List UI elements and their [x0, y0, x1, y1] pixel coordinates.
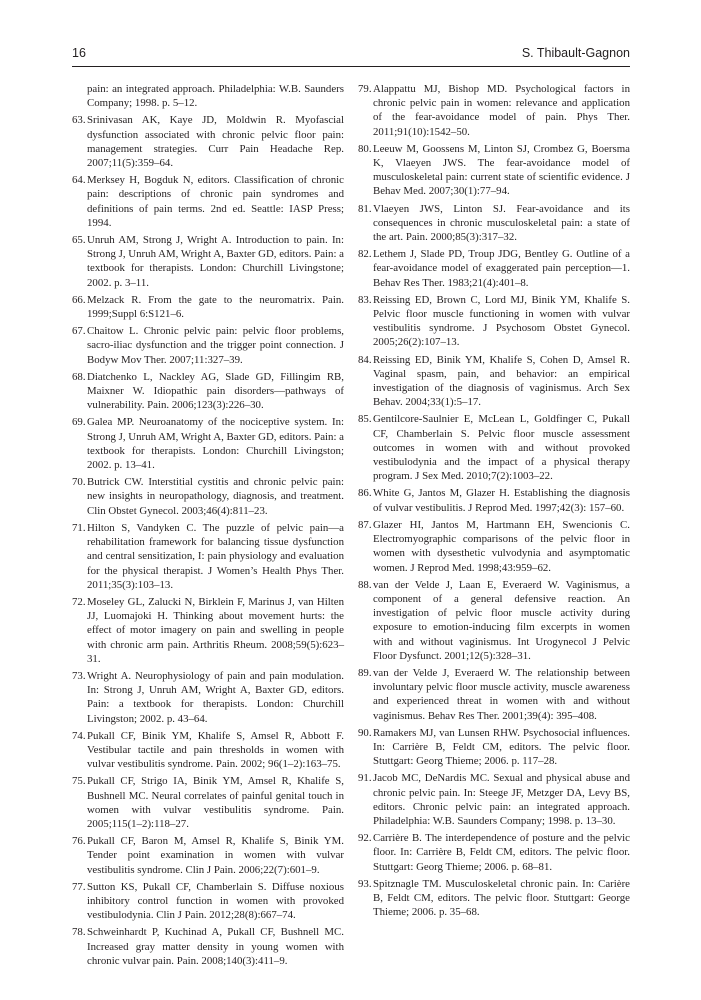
reference-item: [358, 831, 630, 874]
reference-item: [72, 834, 344, 877]
reference-item: [358, 666, 630, 723]
reference-item: [72, 173, 344, 230]
reference-item: [358, 293, 630, 350]
reference-text: Moseley GL, Zalucki N, Birklein F, Marinus J, van Hilten JJ, Luomajoki H. Thinking about movement hurts: the effect of motor imagery on pain and swelling in people with chronic arm pain. Arthritis Rheum. 2008;59(5):623–31.: [87, 595, 344, 665]
reference-item: [72, 669, 344, 726]
reference-number: 64.: [72, 174, 86, 187]
reference-number: 68.: [72, 370, 86, 383]
reference-number: 71.: [72, 521, 86, 534]
reference-text: Vlaeyen JWS, Linton SJ. Fear-avoidance and its consequences in chronic musculoskeletal pain: a state of the art. Pain. 2000;85(3):317–32.: [373, 202, 630, 244]
right-reference-list: [358, 82, 630, 919]
reference-item: [358, 412, 630, 483]
reference-text: Hilton S, Vandyken C. The puzzle of pelvic pain—a rehabilitation framework for balancing tissue dysfunction and central sensitization, I: pain physiology and evaluation for the physical therapist. J Women’s Health Phys Ther. 2011;35(3):103–13.: [87, 521, 344, 591]
reference-number: 74.: [72, 729, 86, 742]
page-number: 16: [72, 46, 86, 60]
reference-number: 69.: [72, 416, 86, 429]
reference-text: van der Velde J, Laan E, Everaerd W. Vaginismus, a component of a general defensive reaction. An investigation of pelvic floor muscle activity during exposure to emotion-inducing film excerpts in women with and without vaginismus. Int Urogynecol J Pelvic Floor Dysfunct. 2001;12(5):328–31.: [373, 578, 630, 662]
reference-text: Glazer HI, Jantos M, Hartmann EH, Swencionis C. Electromyographic comparisons of the pelvic floor in women with dysesthetic vulvodynia and asymptomatic women. J Reprod Med. 1998;43:959–62.: [373, 518, 630, 574]
reference-number: 83.: [358, 293, 372, 306]
reference-item: [358, 247, 630, 290]
reference-text: Srinivasan AK, Kaye JD, Moldwin R. Myofascial dysfunction associated with chronic pelvic floor pain: management strategies. Curr Pain Headache Rep. 2007;11(5):359–64.: [87, 114, 344, 170]
reference-text: Diatchenko L, Nackley AG, Slade GD, Fillingim RB, Maixner W. Idiopathic pain disorders—pathways of vulnerability. Pain. 2006;123(3):226–30.: [87, 370, 344, 412]
reference-item: [72, 925, 344, 968]
reference-item: [72, 774, 344, 831]
reference-number: 93.: [358, 877, 372, 890]
reference-number: 67.: [72, 325, 86, 338]
reference-number: 75.: [72, 775, 86, 788]
reference-number: 70.: [72, 476, 86, 489]
reference-item: [358, 202, 630, 245]
reference-item: [72, 233, 344, 290]
reference-text: van der Velde J, Everaerd W. The relationship between involuntary pelvic floor muscle activity, muscle awareness and experienced threat in women with and without vaginismus. Behav Res Ther. 2001;39(4): 395–408.: [373, 666, 630, 722]
reference-number: 92.: [358, 832, 372, 845]
reference-number: 76.: [72, 835, 86, 848]
left-column: [72, 82, 344, 971]
reference-number: 72.: [72, 595, 86, 608]
reference-number: 88.: [358, 578, 372, 591]
reference-number: 90.: [358, 726, 372, 739]
reference-number: 65.: [72, 234, 86, 247]
left-reference-list: [72, 113, 344, 968]
reference-item: [72, 729, 344, 772]
reference-number: 82.: [358, 248, 372, 261]
reference-number: 91.: [358, 772, 372, 785]
reference-item: [72, 521, 344, 592]
reference-text: Butrick CW. Interstitial cystitis and chronic pelvic pain: new insights in neuropathology, diagnosis, and treatment. Clin Obstet Gynecol. 2003;46(4):811–23.: [87, 476, 344, 517]
reference-number: 81.: [358, 202, 372, 215]
reference-item: [72, 415, 344, 472]
reference-item: [72, 370, 344, 413]
reference-text: Lethem J, Slade PD, Troup JDG, Bentley G. Outline of a fear-avoidance model of exaggerated pain perception—1. Behav Res Ther. 1983;21(4):401–8.: [373, 248, 630, 289]
page-header: [72, 46, 630, 66]
reference-text: Pukall CF, Strigo IA, Binik YM, Amsel R, Khalife S, Bushnell MC. Neural correlates of painful genital touch in women with vulvar vestibulitis syndrome. Pain. 2005;115(1–2):118–27.: [87, 775, 344, 830]
reference-text: Chaitow L. Chronic pelvic pain: pelvic floor problems, sacro-iliac dysfunction and the trigger point connection. J Bodyw Mov Ther. 2007;11:327–39.: [87, 325, 344, 366]
right-column: [358, 82, 630, 922]
reference-text: Melzack R. From the gate to the neuromatrix. Pain. 1999;Suppl 6:S121–6.: [87, 293, 344, 321]
reference-continuation: pain: an integrated approach. Philadelphia: W.B. Saunders Company; 1998. p. 5–12.: [87, 83, 344, 110]
reference-text: Reissing ED, Brown C, Lord MJ, Binik YM, Khalife S. Pelvic floor muscle functioning in women with vulvar vestibulitis syndrome. J Psychosom Obstet Gynecol. 2005;26(2):107–13.: [373, 293, 630, 349]
reference-text: Jacob MC, DeNardis MC. Sexual and physical abuse and chronic pelvic pain. In: Steege JF, Metzger DA, Levy BS, editors. Chronic pelvic pain: an integrated approach. Philadelphia: W.B. Saunders Company; 1998. p. 13–30.: [373, 772, 630, 827]
reference-text: Spitznagle TM. Musculoskeletal chronic pain. In: Carière B, Feldt CM, editors. The pelvic floor. Stuttgart: George Thieme; 2006. p. 35–68.: [373, 877, 630, 919]
reference-number: 87.: [358, 518, 372, 531]
reference-number: 86.: [358, 487, 372, 500]
reference-text: Reissing ED, Binik YM, Khalife S, Cohen D, Amsel R. Vaginal spasm, pain, and behavior: an empirical investigation of the diagnosis of vaginismus. Arch Sex Behav. 2004;33(1):5–17.: [373, 353, 630, 409]
header-rule: [72, 66, 630, 67]
reference-item: [358, 82, 630, 139]
reference-text: Leeuw M, Goossens M, Linton SJ, Crombez G, Boersma K, Vlaeyen JWS. The fear-avoidance model of musculoskeletal pain: current state of scientific evidence. J Behav Med. 2007;30(1):77–94.: [373, 142, 630, 198]
reference-text: Galea MP. Neuroanatomy of the nociceptive system. In: Strong J, Unruh AM, Wright A, Baxter GD, editors. Pain: a textbook for therapists. London: Churchill Livingston; 2002. p. 13–41.: [87, 416, 344, 472]
reference-number: 66.: [72, 293, 86, 306]
reference-text: Ramakers MJ, van Lunsen RHW. Psychosocial influences. In: Carrière B, Feldt CM, editors. The pelvic floor. Stuttgart: Georg Thieme; 2006. p. 117–28.: [373, 726, 630, 768]
running-head: S. Thibault-Gagnon: [521, 46, 630, 60]
reference-item: [358, 771, 630, 828]
reference-number: 77.: [72, 880, 86, 893]
reference-number: 79.: [358, 83, 372, 95]
reference-text: Alappattu MJ, Bishop MD. Psychological factors in chronic pelvic pain in women: relevance and application of the fear-avoidance model of pain. Phys Ther. 2011;91(10):1542–50.: [373, 83, 630, 138]
reference-item: [72, 293, 344, 321]
reference-text: Gentilcore-Saulnier E, McLean L, Goldfinger C, Pukall CF, Chamberlain S. Pelvic floor muscle assessment outcomes in women with and without provoked vestibulodynia and the impact of a physical therapy program. J Sex Med. 2010;7(2):1003–22.: [373, 413, 630, 483]
reference-text: Merksey H, Bogduk N, editors. Classification of chronic pain: descriptions of chronic pain syndromes and definitions of pain terms. 2nd ed. Seattle: IASP Press; 1994.: [87, 174, 344, 229]
reference-item: [358, 877, 630, 920]
reference-item: [358, 578, 630, 663]
reference-item: [358, 518, 630, 575]
reference-item: [72, 880, 344, 923]
reference-number: 80.: [358, 142, 372, 155]
reference-text: Schweinhardt P, Kuchinad A, Pukall CF, Bushnell MC. Increased gray matter density in young women with chronic vulvar pain. Pain. 2008;140(3):411–9.: [87, 926, 344, 967]
reference-text: White G, Jantos M, Glazer H. Establishing the diagnosis of vulvar vestibulitis. J Reprod Med. 1997;42(3): 157–60.: [373, 487, 630, 514]
reference-item: [358, 486, 630, 514]
reference-item: [358, 142, 630, 199]
reference-number: 63.: [72, 114, 86, 127]
reference-text: Unruh AM, Strong J, Wright A. Introduction to pain. In: Strong J, Unruh AM, Wright A, Baxter GD, editors. Pain: a textbook for therapists. London: Churchill Livingstone; 2002. p. 3–11.: [87, 234, 344, 289]
reference-number: 85.: [358, 413, 372, 426]
reference-number: 73.: [72, 669, 86, 682]
reference-number: 89.: [358, 666, 372, 679]
reference-text: Sutton KS, Pukall CF, Chamberlain S. Diffuse noxious inhibitory control function in women with provoked vestibulodynia. Clin J Pain. 2012;28(8):667–74.: [87, 880, 344, 922]
reference-text: Carrière B. The interdependence of posture and the pelvic floor. In: Carrière B, Feldt CM, editors. The pelvic floor. Stuttgart: Georg Thieme; 2006. p. 68–81.: [373, 832, 630, 873]
reference-item: [358, 353, 630, 410]
reference-item: [358, 726, 630, 769]
reference-item: [72, 595, 344, 666]
reference-number: 84.: [358, 353, 372, 366]
reference-item: [72, 324, 344, 367]
reference-text: Wright A. Neurophysiology of pain and pain modulation. In: Strong J, Unruh AM, Wright A, Baxter GD, editors. Pain: a textbook for therapists. London: Churchill Livingston; 2002. p. 43–64.: [87, 669, 344, 725]
reference-text: Pukall CF, Baron M, Amsel R, Khalife S, Binik YM. Tender point examination in women with vulvar vestibulitis syndrome. Clin J Pain. 2006;22(7):601–9.: [87, 835, 344, 876]
reference-text: Pukall CF, Binik YM, Khalife S, Amsel R, Abbott F. Vestibular tactile and pain thresholds in women with vulvar vestibulitis syndrome. Pain. 2002; 96(1–2):163–75.: [87, 729, 344, 771]
reference-item: [72, 113, 344, 170]
reference-number: 78.: [72, 926, 86, 939]
reference-item: [72, 475, 344, 518]
